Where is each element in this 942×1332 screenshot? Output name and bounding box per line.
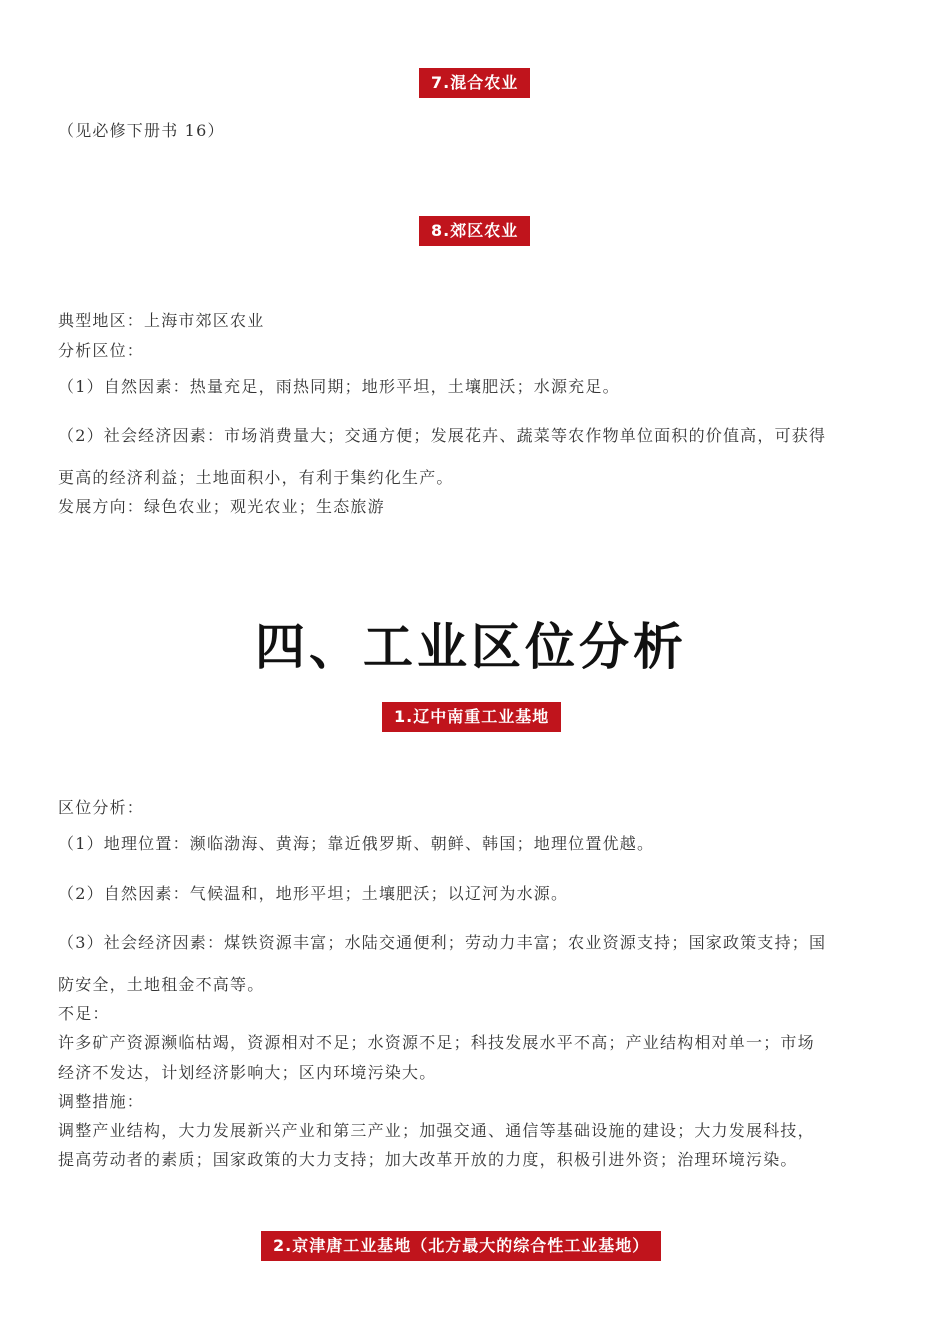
- section-2-badge: 2.京津唐工业基地（北方最大的综合性工业基地）: [261, 1231, 661, 1261]
- section-1-line: 调整措施：: [58, 1092, 145, 1111]
- section-8-line: 发展方向：绿色农业；观光农业；生态旅游: [58, 497, 385, 516]
- section-1-line: 提高劳动者的素质；国家政策的大力支持；加大改革开放的力度，积极引进外资；治理环境污染。: [58, 1150, 798, 1169]
- section-8-line: （1）自然因素：热量充足，雨热同期；地形平坦，土壤肥沃；水源充足。: [58, 377, 620, 396]
- chapter-title: 四、工业区位分析: [255, 617, 687, 676]
- section-8-line: 典型地区：上海市郊区农业: [58, 311, 265, 330]
- section-1-line: 经济不发达，计划经济影响大；区内环境污染大。: [58, 1063, 437, 1082]
- section-8-line: （2）社会经济因素：市场消费量大；交通方便；发展花卉、蔬菜等农作物单位面积的价值高，可获得: [58, 426, 827, 445]
- section-7-badge: 7.混合农业: [419, 68, 530, 98]
- section-1-badge: 1.辽中南重工业基地: [382, 702, 561, 732]
- section-1-line: 防安全，土地租金不高等。: [58, 975, 265, 994]
- section-8-badge: 8.郊区农业: [419, 216, 530, 246]
- section-8-line: 分析区位：: [58, 341, 145, 360]
- section-1-line: （3）社会经济因素：煤铁资源丰富；水陆交通便利；劳动力丰富；农业资源支持；国家政策支持；国: [58, 933, 827, 952]
- section-1-line: （2）自然因素：气候温和，地形平坦；土壤肥沃；以辽河为水源。: [58, 884, 569, 903]
- section-8-line: 更高的经济利益；土地面积小，有利于集约化生产。: [58, 468, 454, 487]
- section-7-note: （见必修下册书 16）: [58, 121, 225, 140]
- section-1-line: 不足：: [58, 1004, 110, 1023]
- section-1-line: （1）地理位置：濒临渤海、黄海；靠近俄罗斯、朝鲜、韩国；地理位置优越。: [58, 834, 655, 853]
- section-1-line: 调整产业结构，大力发展新兴产业和第三产业；加强交通、通信等基础设施的建设；大力发展科技，: [58, 1121, 815, 1140]
- section-1-line: 许多矿产资源濒临枯竭，资源相对不足；水资源不足；科技发展水平不高；产业结构相对单一；市场: [58, 1033, 815, 1052]
- section-1-line: 区位分析：: [58, 798, 145, 817]
